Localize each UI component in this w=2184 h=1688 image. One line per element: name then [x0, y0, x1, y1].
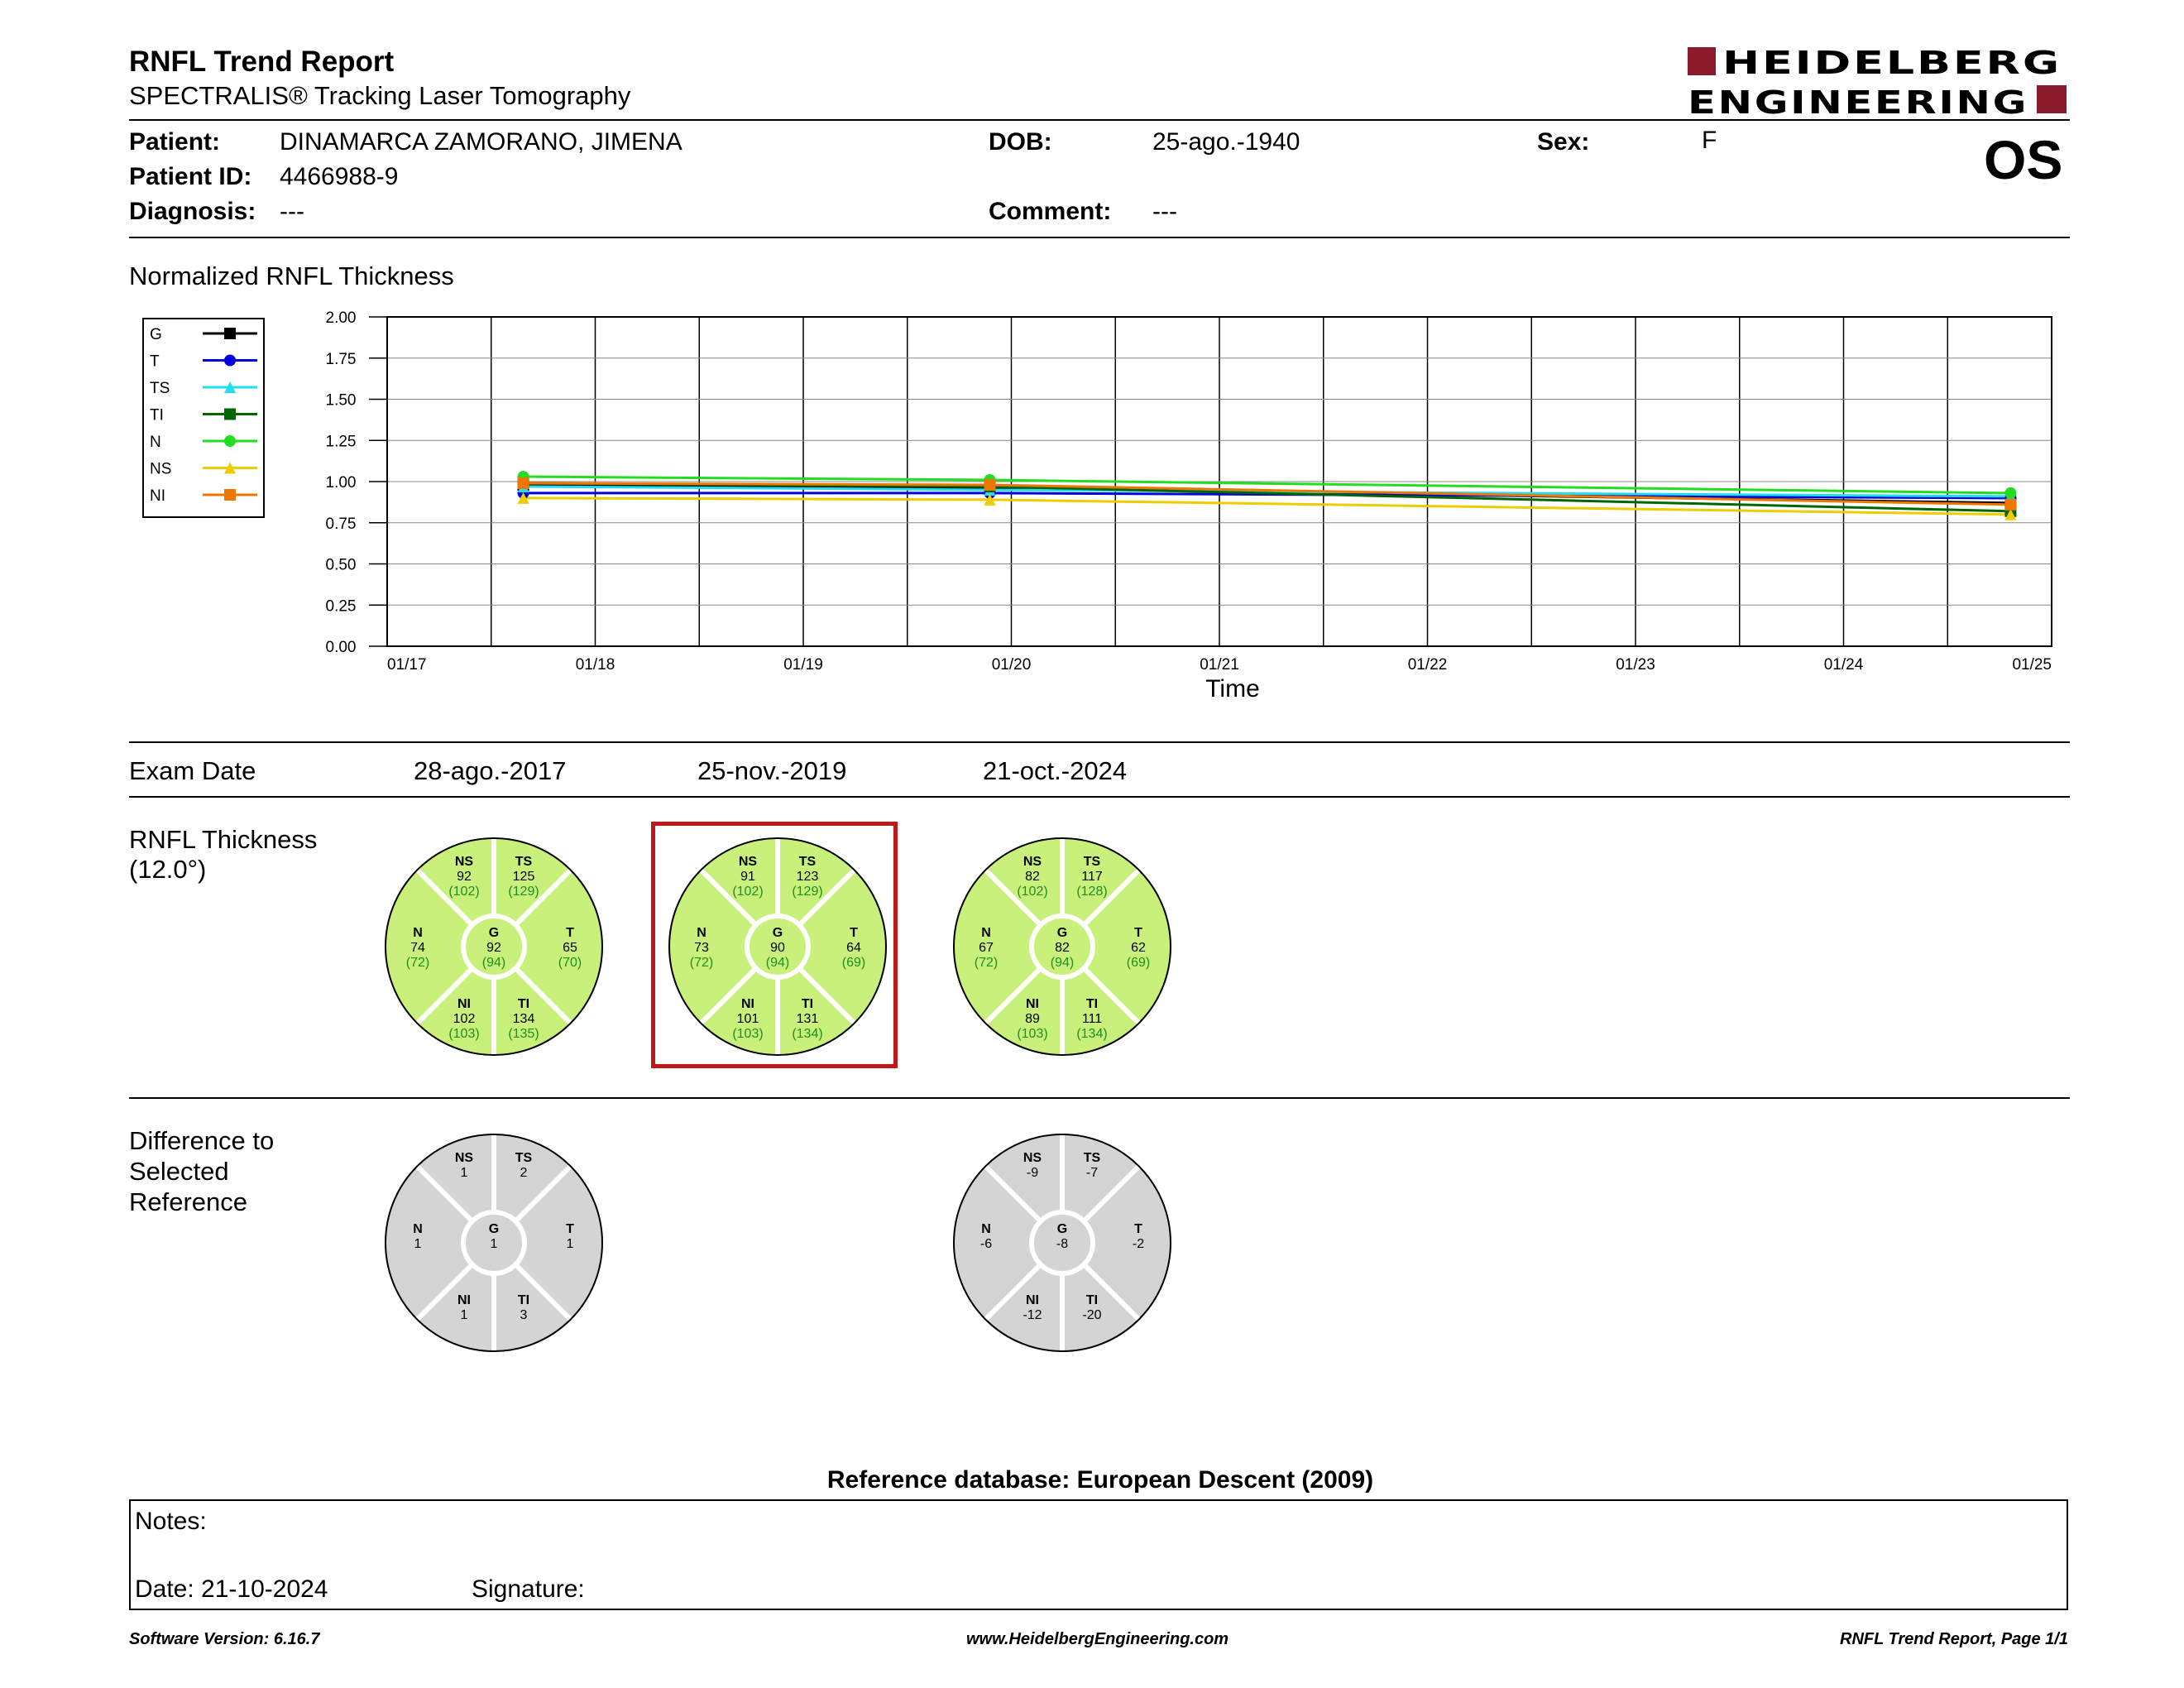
difference-circle-2-value-n: -6	[979, 1237, 993, 1251]
comment-value: ---	[1152, 198, 1177, 225]
thickness-circle-2-ref-g: (94)	[765, 956, 790, 970]
thickness-circle-3-value-ns: 82	[1025, 870, 1040, 884]
signature-label: Signature:	[472, 1575, 585, 1603]
thickness-circle-3-value-ti: 111	[1081, 1012, 1103, 1026]
difference-circle-1-value-t: 1	[566, 1237, 574, 1251]
difference-circle-1-label-n: N	[413, 1222, 423, 1236]
x-tick-label: 01/20	[991, 656, 1032, 674]
thickness-circle-2-label-ts: TS	[798, 855, 817, 869]
thickness-circle-3-value-n: 67	[979, 941, 994, 955]
thickness-circle-2-value-t: 64	[846, 941, 861, 955]
thickness-circle-1-ref-g: (94)	[481, 956, 506, 970]
y-tick-label: 0.50	[325, 556, 357, 574]
x-tick-label: 01/18	[575, 656, 615, 674]
brand-line-1: HEIDELBERG	[1722, 46, 2062, 81]
difference-circle-2-label-g: G	[1056, 1222, 1068, 1236]
legend-label-ns: NS	[150, 460, 172, 478]
thickness-circle-3-ref-ni: (103)	[1017, 1027, 1048, 1041]
x-tick-label: 01/19	[783, 656, 823, 674]
difference-circle-1-label-g: G	[488, 1222, 500, 1236]
thickness-circle-1-label-ns: NS	[454, 855, 474, 869]
thickness-circle-2	[669, 838, 886, 1055]
thickness-label: RNFL Thickness	[129, 825, 318, 854]
thickness-circle-3-label-t: T	[1134, 926, 1142, 940]
notes-label: Notes:	[135, 1508, 207, 1535]
thickness-circle-3-label-ni: NI	[1026, 997, 1039, 1011]
notes-box	[129, 1499, 2068, 1610]
difference-circle-1	[386, 1134, 602, 1351]
thickness-circle-3-value-t: 62	[1131, 941, 1146, 955]
thickness-circle-1-value-ti: 134	[512, 1012, 535, 1026]
thickness-circle-2-ref-ns: (102)	[732, 885, 764, 899]
x-axis-label: Time	[1205, 675, 1260, 703]
x-tick-label: 01/21	[1200, 656, 1239, 674]
thickness-circle-3-value-ni: 89	[1025, 1012, 1040, 1026]
thickness-circle-3-ref-ts: (128)	[1076, 885, 1108, 899]
thickness-circle-1-ref-ti: (135)	[508, 1027, 539, 1041]
difference-circle-2-label-n: N	[981, 1222, 991, 1236]
thickness-circle-2-ref-ni: (103)	[732, 1027, 764, 1041]
thickness-circle-1-ref-t: (70)	[558, 956, 582, 970]
y-tick-label: 1.25	[325, 433, 357, 451]
thickness-circle-2-label-ns: NS	[738, 855, 758, 869]
difference-circle-2-label-ti: TI	[1085, 1293, 1099, 1307]
legend-label-g: G	[150, 326, 162, 343]
software-version: Software Version: 6.16.7	[129, 1630, 320, 1648]
comment-label: Comment:	[989, 198, 1112, 225]
patient-label: Patient:	[129, 128, 221, 156]
legend-label-ts: TS	[150, 380, 170, 397]
exam-date-label: Exam Date	[129, 756, 256, 785]
patient-id-label: Patient ID:	[129, 163, 252, 190]
legend-label-ni: NI	[150, 487, 165, 505]
thickness-circle-1-ref-ni: (103)	[448, 1027, 480, 1041]
sex-value: F	[1702, 127, 1717, 154]
thickness-circle-2-ref-ti: (134)	[792, 1027, 823, 1041]
difference-circle-1-value-ti: 3	[520, 1308, 528, 1322]
y-tick-label: 1.50	[325, 391, 357, 410]
thickness-circle-3-ref-t: (69)	[1126, 956, 1151, 970]
difference-circle-2-value-ni: -12	[1023, 1308, 1042, 1322]
brand-line-2: ENGINEERING	[1688, 84, 2028, 117]
thickness-circle-2-value-n: 73	[694, 941, 709, 955]
thickness-circle-2-ref-t: (69)	[841, 956, 866, 970]
difference-circle-2-label-ns: NS	[1023, 1151, 1042, 1165]
difference-circle-1-label-ts: TS	[515, 1151, 533, 1165]
thickness-circle-1-ref-ts: (129)	[508, 885, 539, 899]
difference-circle-1-label-ni: NI	[457, 1293, 471, 1307]
thickness-circle-2-label-t: T	[850, 926, 858, 940]
thickness-circle-2-value-g: 90	[770, 941, 785, 955]
reference-database: Reference database: European Descent (2009)	[826, 1466, 1374, 1494]
y-tick-label: 1.00	[325, 474, 357, 492]
thickness-circle-1-label-t: T	[566, 926, 574, 940]
difference-circle-1-label-ti: TI	[517, 1293, 530, 1307]
y-tick-label: 0.25	[325, 597, 357, 616]
thickness-circle-3-label-ti: TI	[1085, 997, 1099, 1011]
difference-circle-2-value-t: -2	[1132, 1237, 1145, 1251]
eye-indicator: OS	[1984, 129, 2063, 190]
exam-date-2: 25-nov.-2019	[697, 756, 847, 785]
thickness-circle-3-ref-n: (72)	[974, 956, 999, 970]
difference-circle-2-label-ni: NI	[1026, 1293, 1039, 1307]
thickness-circle-1-label-n: N	[413, 926, 423, 940]
sex-label: Sex:	[1537, 128, 1590, 156]
thickness-circle-3-label-n: N	[981, 926, 991, 940]
thickness-circle-1-label-g: G	[488, 926, 500, 940]
thickness-circle-2-label-g: G	[772, 926, 783, 940]
difference-circle-2-value-ns: -9	[1026, 1166, 1039, 1180]
difference-circle-2-label-t: T	[1134, 1222, 1142, 1236]
exam-date-3: 21-oct.-2024	[983, 756, 1128, 785]
thickness-circle-3-ref-ti: (134)	[1076, 1027, 1108, 1041]
thickness-circle-1-label-ni: NI	[457, 997, 471, 1011]
difference-circle-1-value-ni: 1	[460, 1308, 468, 1322]
thickness-circle-2-label-n: N	[697, 926, 706, 940]
thickness-circle-1-label-ti: TI	[517, 997, 530, 1011]
thickness-circle-1-label-ts: TS	[515, 855, 533, 869]
x-tick-label: 01/24	[1823, 656, 1864, 674]
difference-circle-1-value-g: 1	[490, 1237, 498, 1251]
report-subtitle: SPECTRALIS® Tracking Laser Tomography	[129, 81, 631, 110]
difference-circle-2-value-ts: -7	[1085, 1166, 1099, 1180]
dob-value: 25-ago.-1940	[1152, 128, 1300, 156]
thickness-circle-3-label-ns: NS	[1023, 855, 1042, 869]
exam-date-1: 28-ago.-2017	[414, 756, 567, 785]
difference-circle-1-value-ts: 2	[520, 1166, 528, 1180]
dob-label: DOB:	[989, 128, 1052, 156]
thickness-circle-3-value-g: 82	[1055, 941, 1070, 955]
difference-circle-2-value-ti: -20	[1082, 1308, 1102, 1322]
thickness-circle-1-value-ns: 92	[457, 870, 472, 884]
y-tick-label: 0.00	[325, 639, 357, 656]
thickness-circle-1-value-n: 74	[410, 941, 425, 955]
y-tick-label: 0.75	[325, 515, 357, 533]
thickness-circle-2-value-ti: 131	[796, 1012, 819, 1026]
report-title: RNFL Trend Report	[129, 46, 395, 78]
legend-label-ti: TI	[150, 406, 164, 424]
difference-circle-2-value-g: -8	[1056, 1237, 1069, 1251]
legend-label-n: N	[150, 434, 161, 451]
x-tick-label: 01/22	[1407, 656, 1448, 674]
thickness-circle-1-value-g: 92	[486, 941, 501, 955]
thickness-circle-3-ref-g: (94)	[1050, 956, 1075, 970]
thickness-circle-1-value-ni: 102	[453, 1012, 476, 1026]
page-number: RNFL Trend Report, Page 1/1	[1840, 1630, 2068, 1648]
thickness-circle-3-label-ts: TS	[1083, 855, 1101, 869]
thickness-circle-3	[954, 838, 1171, 1055]
difference-circle-1-value-n: 1	[414, 1237, 422, 1251]
notes-date: Date: 21-10-2024	[135, 1575, 328, 1603]
difference-circle-2	[954, 1134, 1171, 1351]
thickness-circle-1-ref-n: (72)	[405, 956, 430, 970]
thickness-circle-2-ref-n: (72)	[689, 956, 714, 970]
x-tick-label: 01/17	[387, 656, 427, 674]
difference-circle-2-label-ts: TS	[1083, 1151, 1101, 1165]
thickness-circle-1	[386, 838, 602, 1055]
website-link[interactable]: www.HeidelbergEngineering.com	[966, 1630, 1229, 1648]
x-tick-label: 01/25	[2012, 656, 2052, 674]
thickness-circle-2-value-ni: 101	[736, 1012, 759, 1026]
thickness-circle-2-value-ns: 91	[740, 870, 755, 884]
thickness-circle-3-label-g: G	[1056, 926, 1068, 940]
patient-name: DINAMARCA ZAMORANO, JIMENA	[280, 128, 682, 156]
thickness-circle-2-label-ti: TI	[801, 997, 814, 1011]
y-tick-label: 2.00	[325, 309, 357, 327]
difference-label-1: Difference to	[129, 1126, 275, 1155]
thickness-circle-2-label-ni: NI	[741, 997, 754, 1011]
thickness-circle-2-value-ts: 123	[796, 870, 819, 884]
thickness-circle-3-ref-ns: (102)	[1017, 885, 1048, 899]
thickness-circle-1-ref-ns: (102)	[448, 885, 480, 899]
y-tick-label: 1.75	[325, 350, 357, 368]
chart-title: Normalized RNFL Thickness	[129, 261, 454, 290]
thickness-divider	[129, 1097, 2070, 1099]
diagnosis-value: ---	[280, 198, 304, 225]
thickness-circle-1-value-t: 65	[563, 941, 577, 955]
legend-label-t: T	[150, 352, 160, 371]
difference-label-2: Selected	[129, 1157, 229, 1186]
difference-circle-1-label-t: T	[566, 1222, 574, 1236]
thickness-circle-2-ref-ts: (129)	[792, 885, 823, 899]
patient-id: 4466988-9	[280, 163, 399, 190]
thickness-circle-1-value-ts: 125	[512, 870, 535, 884]
difference-circle-1-value-ns: 1	[460, 1166, 468, 1180]
difference-circle-1-label-ns: NS	[454, 1151, 474, 1165]
thickness-circle-3-value-ts: 117	[1081, 870, 1103, 884]
x-tick-label: 01/23	[1616, 656, 1655, 674]
thickness-angle-label: (12.0°)	[129, 855, 207, 884]
difference-label-3: Reference	[129, 1187, 248, 1216]
diagnosis-label: Diagnosis:	[129, 198, 256, 225]
